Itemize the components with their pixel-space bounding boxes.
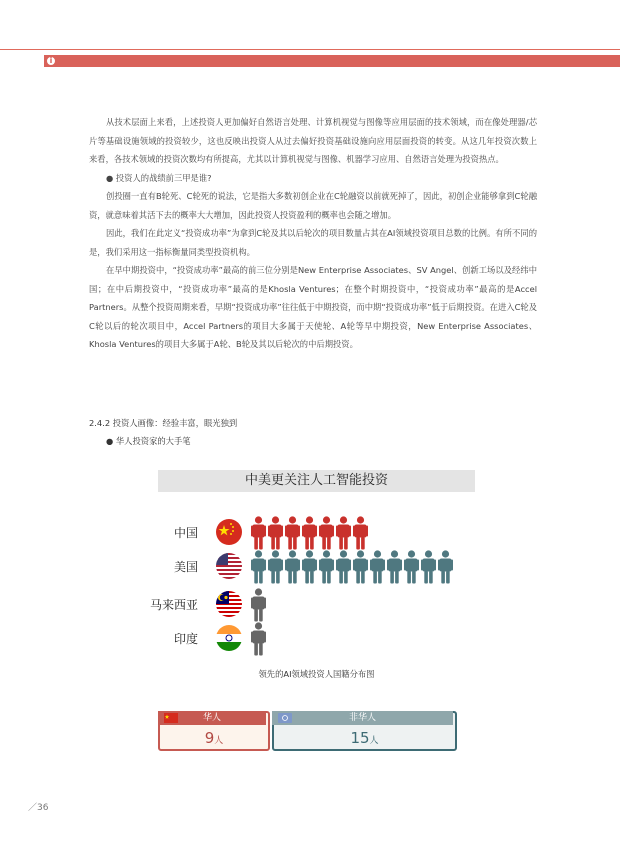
row-label: 美国 [173,560,198,574]
person-icon [251,550,266,584]
person-icon [353,550,368,584]
person-icon [336,550,351,584]
person-icon-row [251,588,268,622]
page-number: ／36 [28,803,49,813]
usa-flag-icon [216,553,242,579]
person-icon [370,550,385,584]
card-value [274,729,455,750]
globe-flag-icon [278,713,292,723]
person-icon-row [251,550,455,584]
page-number-value: 36 [37,803,49,813]
china-flag-icon [216,519,242,545]
person-icon [251,516,266,550]
card-label: 华人 [202,713,221,723]
chinese-investors-card [158,711,270,751]
section-bullet: ● 华人投资家的大手笔 [106,436,191,446]
person-icon [302,550,317,584]
card-tab [272,711,453,725]
person-icon-row [251,622,268,656]
section-heading: 2.4.2 投资人画像：经验丰富，眼光独到 [89,418,238,428]
info-icon: i [45,55,57,67]
person-icon [336,516,351,550]
person-icon [438,550,453,584]
bullet-line: ● 投资人的战绩前三甲是谁? [106,172,212,183]
person-icon [285,550,300,584]
value-unit: 人 [369,736,379,746]
person-icon-row [251,516,370,550]
person-icon [387,550,402,584]
paragraph: 因此，我们在此定义“投资成功率”为拿到C轮及其以后轮次的项目数量占其在AI领域投资项目总数的比例。有所不同的是，我们采用这一指标衡量同类型投资机构。 [89,228,537,257]
header-bar [44,55,620,67]
india-flag-icon [216,625,242,651]
card-label: 非华人 [348,713,376,723]
chart-caption: 领先的AI领域投资人国籍分布图 [258,669,375,679]
person-icon [404,550,419,584]
body-text [89,113,537,354]
value-unit: 人 [214,736,224,746]
card-value [160,729,268,750]
paragraph: 从技术层面上来看，上述投资人更加偏好自然语言处理、计算机视觉与图像等应用层面的技术领域，而在像处理器/芯片等基础设施领域的投资较少，这也反映出投资人从过去偏好投资基础设施向应用层面投资的转变。从这几年投资次数上来看，各技术领域的投资次数均有所提高，尤其以计算机视觉与图像、机器学习应用、自然语言处理为投资热点。 [89,117,537,164]
person-icon [251,622,266,656]
chart-title: 中美更关注人工智能投资 [158,470,475,492]
header-divider [0,49,620,50]
row-label: 马来西亚 [150,598,199,612]
card-tab [158,711,266,725]
person-icon [319,516,334,550]
row-label: 中国 [173,526,198,540]
person-icon [268,516,283,550]
value-number: 9 [204,729,215,747]
paragraph: 在早中期投资中，“投资成功率”最高的前三位分别是New Enterprise Associates、SV Angel、创新工场以及经纬中国；在中后期投资中，“投资成功率”最高的是Khosla Ventures；在整个时期投资中，“投资成功率”最高的是Accel Partners。从整个投资周期来看，早期“投资成功率”往往低于中期投资，而中期“投资成功率”低于后期投资。在进入C轮及C轮以后的轮次项目中，Accel Partners的项目大多属于天使轮、A轮等早中期投资，New Enterprise Associates、Khosla Ventures的项目大多属于A轮、B轮及其以后轮次的中后期投资。 [89,265,537,349]
person-icon [319,550,334,584]
row-label: 印度 [173,632,198,646]
china-flag-icon [164,713,178,723]
person-icon [268,550,283,584]
non-chinese-investors-card [272,711,457,751]
person-icon [285,516,300,550]
person-icon [353,516,368,550]
malaysia-flag-icon [216,591,242,617]
person-icon [302,516,317,550]
person-icon [251,588,266,622]
value-number: 15 [350,729,370,747]
paragraph: 创投圈一直有B轮死、C轮死的说法，它是指大多数初创企业在C轮融资以前就死掉了，因此，初创企业能够拿到C轮融资，就意味着其活下去的概率大大增加，因此投资人投资盈利的概率也会随之增加。 [89,191,537,220]
person-icon [421,550,436,584]
